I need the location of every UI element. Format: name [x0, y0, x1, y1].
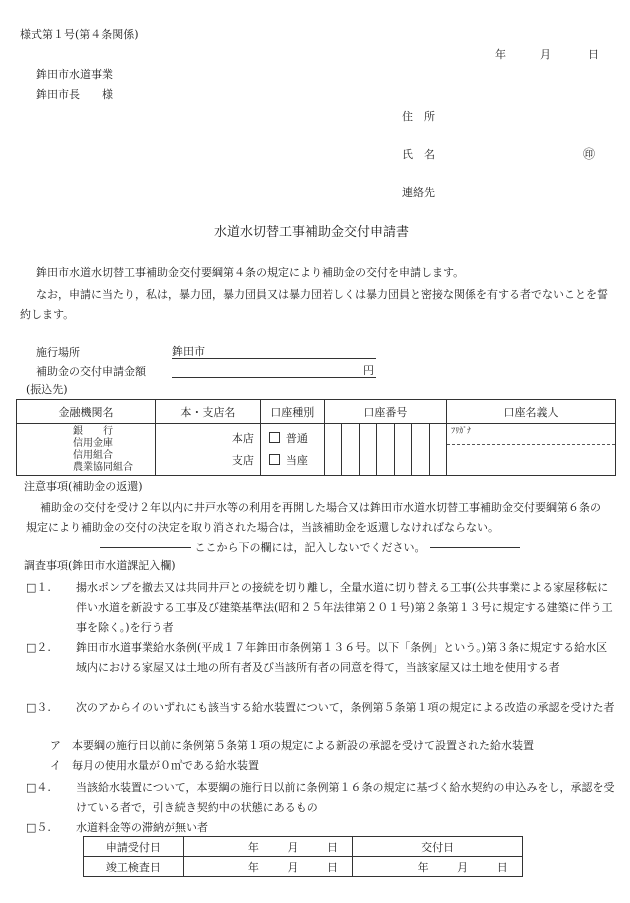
branch-type-sub: 支店 [231, 453, 254, 467]
account-digit-1[interactable] [324, 424, 341, 476]
date-month: 月 [540, 48, 551, 61]
divider-text: ここから下の欄には，記入しないでください。 [194, 541, 426, 554]
header-account-number: 口座番号 [324, 400, 446, 424]
account-holder-cell[interactable] [447, 424, 616, 476]
notes-divider [100, 539, 520, 555]
amount-field[interactable] [172, 364, 376, 378]
header-institution: 金融機関名 [17, 400, 156, 424]
account-digit-3[interactable] [359, 424, 376, 476]
survey-item-5[interactable] [26, 818, 616, 838]
survey-item-3-text: 次のアからイのいずれにも該当する給水装置について，条例第５条第１項の規定による改造の承認を受けた者 [76, 701, 615, 714]
survey-item-4-num: □４. [26, 781, 51, 794]
name-label: 氏 名 [402, 148, 435, 161]
account-type-toza[interactable] [269, 450, 324, 472]
account-digit-6[interactable] [412, 424, 429, 476]
received-month: 月 [287, 840, 299, 854]
date-table [83, 836, 523, 877]
furigana-label: ﾌﾘｶﾞﾅ [447, 424, 615, 445]
survey-item-5-num: □５. [26, 821, 51, 834]
inspection-year: 年 [247, 860, 259, 874]
site-value: 鉾田市 [172, 345, 205, 358]
contact-label: 連絡先 [402, 186, 435, 199]
inspection-date-cell[interactable] [183, 857, 353, 877]
issue-label: 交付日 [353, 837, 523, 857]
survey-item-1-num: □１. [26, 581, 51, 594]
account-digit-2[interactable] [342, 424, 359, 476]
futsu-label: 普通 [285, 431, 308, 445]
bank-table [16, 399, 616, 476]
received-year: 年 [247, 840, 259, 854]
survey-item-4[interactable] [26, 778, 616, 818]
inst-type-bank: 銀 行 [73, 425, 113, 437]
form-number: 様式第１号(第４条関係) [20, 28, 139, 41]
toza-label: 当座 [285, 453, 308, 467]
survey-item-2-num: □２. [26, 641, 51, 654]
address-label: 住 所 [402, 110, 435, 123]
issue-day: 日 [496, 860, 508, 874]
branch-cell[interactable] [155, 424, 260, 476]
survey-sub-a: ア 本要綱の施行日以前に条例第５条第１項の規定による新設の承認を受けて設置された給水装置 [50, 739, 534, 752]
header-account-holder: 口座名義人 [447, 400, 616, 424]
date-year: 年 [495, 48, 506, 61]
bank-table-header [17, 400, 616, 424]
body-paragraph-1: 鉾田市水道水切替工事補助金交付要綱第４条の規定により補助金の交付を申請します。 [36, 266, 465, 279]
seal-icon: ㊞ [583, 147, 596, 161]
inst-type-shinkin: 信用金庫 [73, 437, 113, 449]
amount-unit: 円 [363, 364, 374, 377]
amount-label: 補助金の交付申請金額 [36, 365, 146, 378]
survey-heading: 調査事項(鉾田市水道課記入欄) [24, 559, 176, 572]
inst-type-kumiai: 信用組合 [73, 449, 113, 461]
account-type-cell [260, 424, 324, 476]
document-title: 水道水切替工事補助金交付申請書 [214, 225, 410, 240]
survey-item-3[interactable] [26, 698, 616, 718]
date-row-received [84, 837, 523, 857]
survey-item-5-text: 水道料金等の滞納が無い者 [76, 821, 208, 834]
header-account-type: 口座種別 [260, 400, 324, 424]
survey-item-4-text: 当該給水装置について，本要綱の施行日以前に条例第１６条の規定に基づく給水契約の申込みをし，承認を受けている者で，引き続き契約中の状態にあるもの [76, 781, 615, 814]
survey-item-2-text: 鉾田市水道事業給水条例(平成１７年鉾田市条例第１３６号。以下「条例」という。)第３条に規定する給水区域内における家屋又は土地の所有者及び当該所有者の同意を得て，当該家屋又は土地を使用する者 [76, 641, 608, 674]
transfer-label: (振込先) [26, 383, 68, 396]
futsu-checkbox[interactable] [269, 432, 280, 443]
site-label: 施行場所 [36, 346, 80, 359]
inspection-label: 竣工検査日 [84, 857, 184, 877]
bank-table-row [17, 424, 616, 476]
account-digit-7[interactable] [429, 424, 446, 476]
received-day: 日 [327, 840, 339, 854]
date-row-inspection [84, 857, 523, 877]
addressee-name: 鉾田市長 様 [36, 88, 113, 101]
survey-sub-i: イ 毎月の使用水量が０㎥である給水装置 [50, 759, 259, 772]
inspection-day: 日 [327, 860, 339, 874]
issue-year: 年 [417, 860, 429, 874]
issue-month: 月 [457, 860, 469, 874]
survey-item-1-text: 揚水ポンプを撤去又は共同井戸との接続を切り離し，全量水道に切り替える工事(公共事業による家屋移転に伴い水道を新設する工事及び建築基準法(昭和２５年法律第２０１号)第２条第１３号に規定する建築に伴う工事を除く。)を行う者 [76, 581, 613, 634]
header-branch: 本・支店名 [155, 400, 260, 424]
received-label: 申請受付日 [84, 837, 184, 857]
survey-item-2[interactable] [26, 638, 616, 678]
notes-heading: 注意事項(補助金の返還) [24, 480, 143, 493]
body-paragraph-2: なお，申請に当たり，私は，暴力団，暴力団員又は暴力団若しくは暴力団員と密接な関係を有する者でないことを誓約します。 [20, 288, 608, 321]
inspection-month: 月 [287, 860, 299, 874]
addressee-org: 鉾田市水道事業 [36, 68, 113, 81]
toza-checkbox[interactable] [269, 454, 280, 465]
received-date-cell[interactable] [183, 837, 353, 857]
date-day: 日 [588, 48, 599, 61]
survey-item-1[interactable] [26, 578, 616, 638]
notes-text: 補助金の交付を受け２年以内に井戸水等の利用を再開した場合又は鉾田市水道水切替工事補助金交付要綱第６条の規定により補助金の交付の決定を取り消された場合は，当該補助金を返還しなければならない。 [26, 501, 601, 534]
inst-type-nokyo: 農業協同組合 [73, 461, 133, 473]
account-digit-5[interactable] [394, 424, 411, 476]
account-type-futsu[interactable] [269, 428, 324, 450]
survey-item-3-num: □３. [26, 701, 51, 714]
institution-cell[interactable] [17, 424, 156, 476]
site-field[interactable] [172, 345, 376, 359]
account-digit-4[interactable] [377, 424, 394, 476]
issue-date-cell[interactable] [353, 857, 523, 877]
branch-type-main: 本店 [231, 431, 254, 445]
